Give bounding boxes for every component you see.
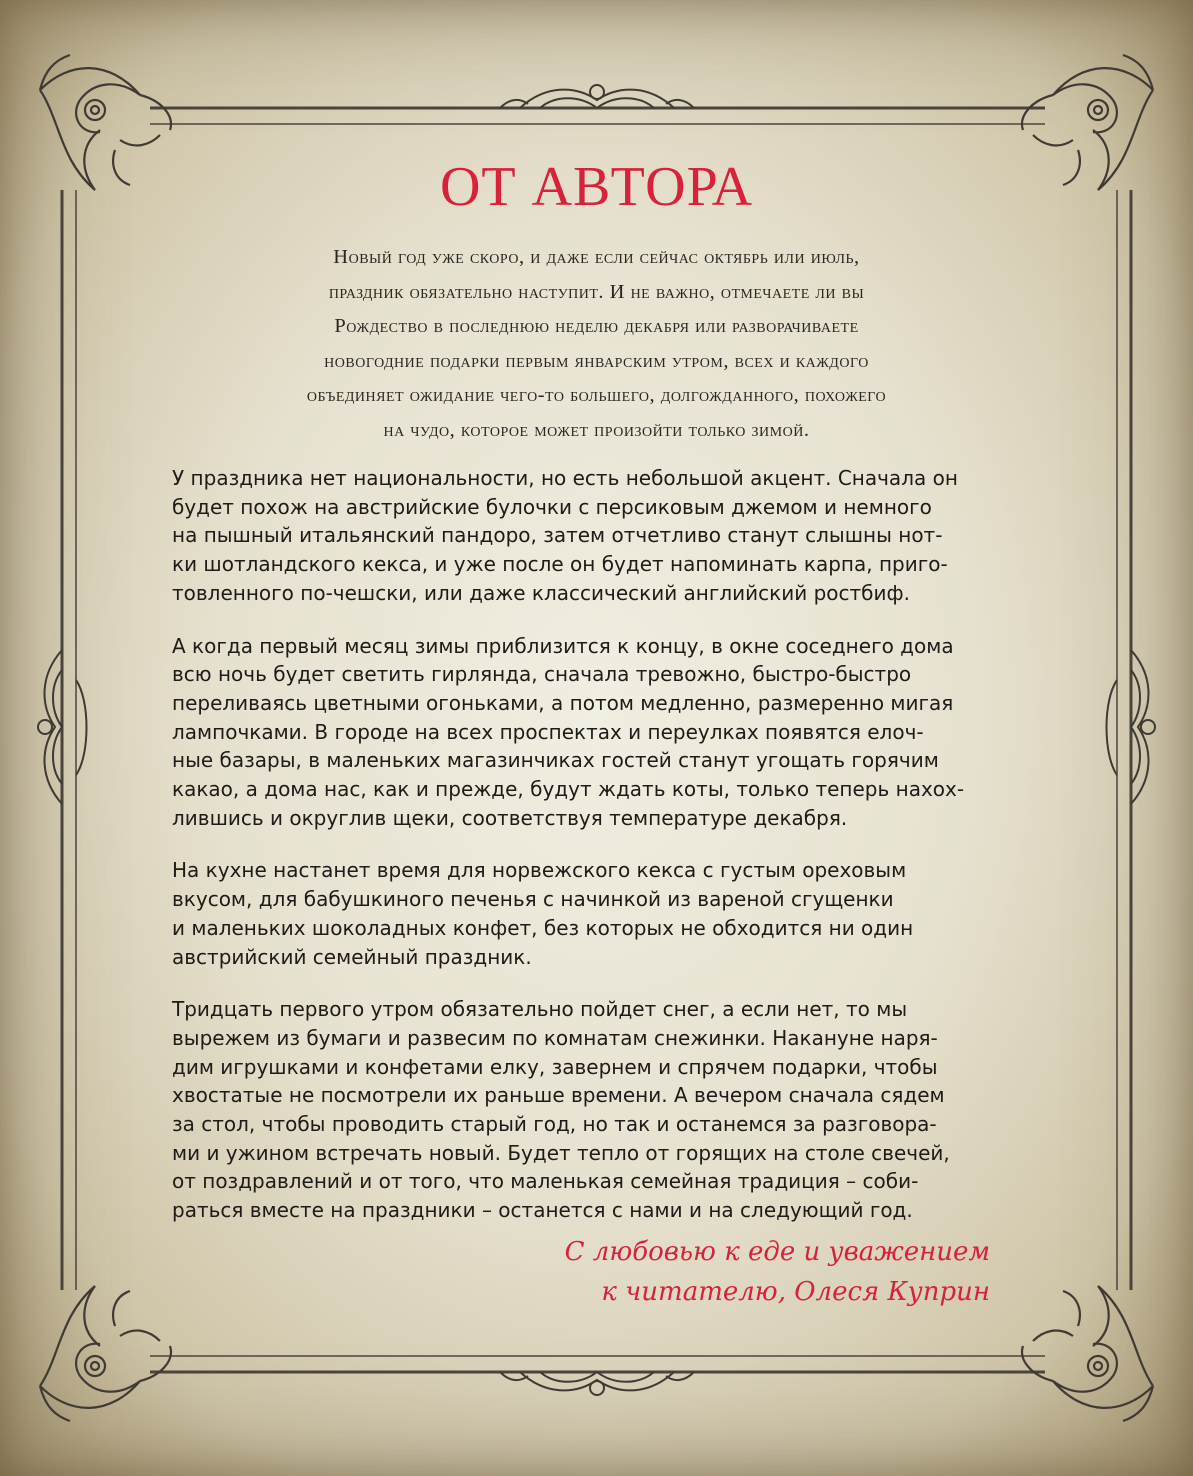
intro-line: праздник обязательно наступит. И не важно, отмечаете ли вы <box>328 280 865 303</box>
signature-line: С любовью к еде и уважением <box>564 1237 990 1267</box>
author-signature <box>565 1232 990 1312</box>
page-title: ОТ АВТОРА <box>439 156 754 218</box>
text-line: на пышный итальянский пандоро, затем отчетливо станут слышны нот- <box>172 523 943 548</box>
text-line: будет похож на австрийские булочки с персиковым джемом и немного <box>172 494 932 519</box>
text-line: ми и ужином встречать новый. Будет тепло от горящих на столе свечей, <box>172 1140 950 1165</box>
text-line: какао, а дома нас, как и прежде, будут ждать коты, только теперь нахох- <box>172 777 965 802</box>
text-line: вырежем из бумаги и развесим по комнатам снежинки. Накануне наря- <box>172 1025 938 1050</box>
text-line: и маленьких шоколадных конфет, без которых не обходится ни один <box>172 915 914 940</box>
text-line: вкусом, для бабушкиного печенья с начинкой из вареной сгущенки <box>172 887 894 912</box>
paragraph-3 <box>172 856 1002 971</box>
paragraph-4 <box>172 995 1002 1225</box>
signature-line: к читателю, Олеся Куприн <box>601 1277 990 1307</box>
text-line: дим игрушками и конфетами елку, завернем и спрячем подарки, чтобы <box>172 1054 938 1079</box>
intro-line: объединяет ожидание чего-то большего, долгожданного, похожего <box>306 384 887 407</box>
paragraph-1 <box>172 464 1002 608</box>
mid-flourish-top-icon <box>500 85 694 108</box>
text-line: А когда первый месяц зимы приблизится к концу, в окне соседнего дома <box>172 633 954 658</box>
text-line: ные базары, в маленьких магазинчиках гостей станут угощать горячим <box>172 748 939 773</box>
corner-flourish-bottom-right-icon <box>1022 1286 1153 1421</box>
intro-line: новогодние подарки первым январским утром, всех и каждого <box>324 349 869 372</box>
text-line: Тридцать первого утром обязательно пойдет снег, а если нет, то мы <box>172 997 908 1022</box>
corner-flourish-bottom-left-icon <box>40 1286 171 1421</box>
intro-line: на чудо, которое может произойти только зимой. <box>383 418 810 441</box>
text-line: всю ночь будет светить гирлянда, сначала тревожно, быстро-быстро <box>172 662 912 687</box>
text-line: У праздника нет национальности, но есть небольшой акцент. Сначала он <box>172 466 958 490</box>
mid-flourish-bottom-icon <box>500 1372 694 1395</box>
intro-line: Новый год уже скоро, и даже если сейчас октябрь или июль, <box>333 246 860 268</box>
text-line: австрийский семейный праздник. <box>172 944 532 969</box>
text-line: переливаясь цветными огоньками, а потом медленно, размеренно мигая <box>172 690 954 715</box>
text-line: товленного по-чешски, или даже классический английский ростбиф. <box>172 580 910 605</box>
intro-block <box>205 240 988 448</box>
body-text <box>172 464 1002 1249</box>
text-line: за стол, чтобы проводить старый год, но так и останемся за разговора- <box>172 1112 937 1137</box>
text-line: от поздравлений и от того, что маленькая семейная традиция – соби- <box>172 1169 919 1194</box>
text-line: раться вместе на праздники – останется с нами и на следующий год. <box>172 1198 913 1223</box>
paragraph-2 <box>172 632 1002 833</box>
text-line: На кухне настанет время для норвежского кекса с густым ореховым <box>172 858 907 883</box>
text-line: лампочками. В городе на всех проспектах и переулках появятся елоч- <box>172 719 924 744</box>
intro-line: Рождество в последнюю неделю декабря или разворачиваете <box>334 315 859 338</box>
text-line: хвостатые не посмотрели их раньше времени. А вечером сначала сядем <box>172 1083 945 1108</box>
text-line: лившись и округлив щеки, соответствуя температуре декабря. <box>172 805 848 830</box>
text-line: ки шотландского кекса, и уже после он будет напоминать карпа, приго- <box>172 552 948 577</box>
